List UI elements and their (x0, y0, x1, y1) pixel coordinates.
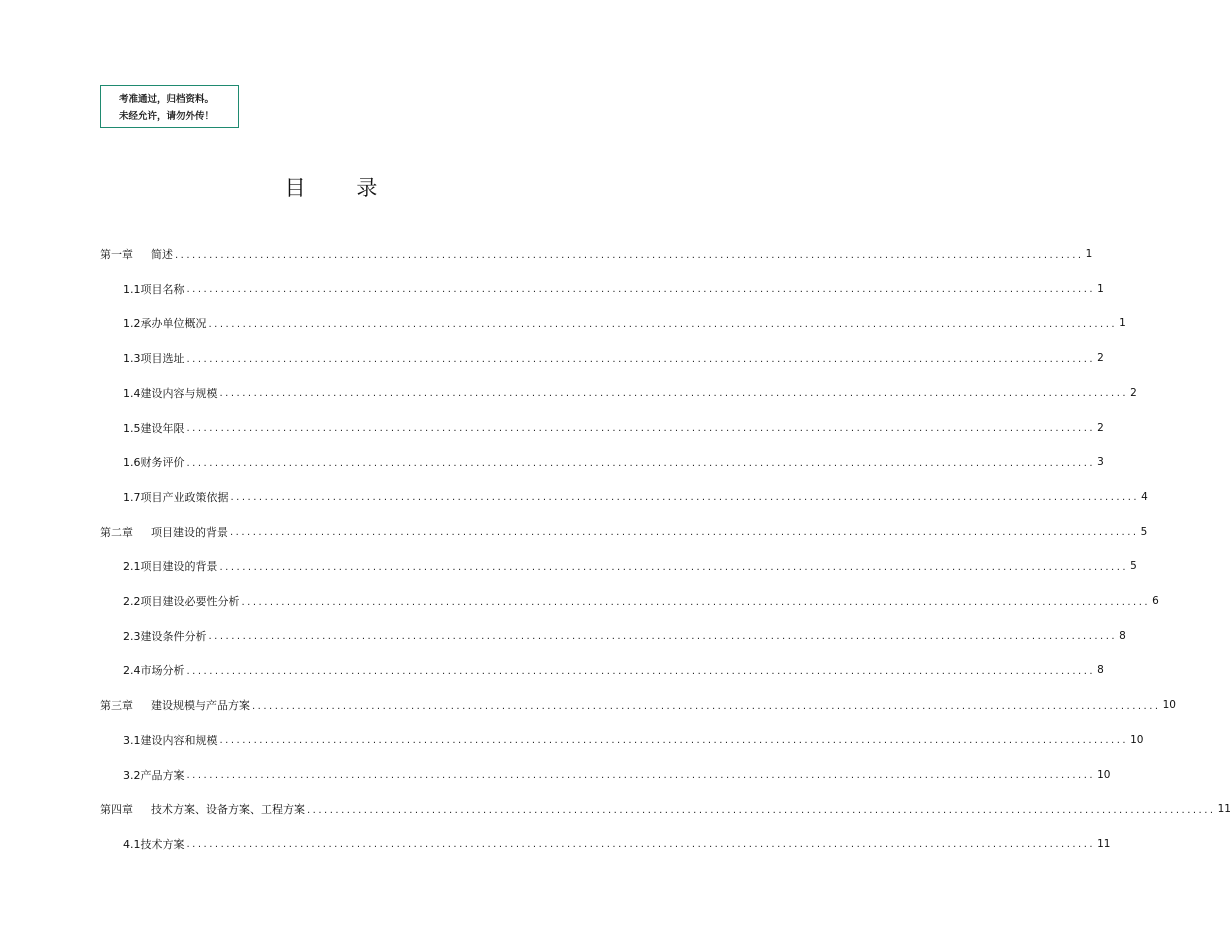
toc-entry-label (100, 801, 305, 817)
toc-entry[interactable] (123, 660, 1104, 680)
notice-stamp (100, 85, 239, 128)
toc-entry-title: 项目选址 (140, 352, 185, 366)
toc-entry-label (123, 281, 185, 297)
toc-entry[interactable] (123, 730, 1144, 750)
toc-entry[interactable] (123, 348, 1104, 368)
toc-entry-title: 技术方案 (140, 837, 185, 851)
toc-dot-leader: ................................................................................................................................................................ (230, 527, 1139, 539)
toc-entry-number: 1.4 (123, 386, 141, 400)
toc-entry-label (123, 385, 218, 401)
toc-entry[interactable] (123, 313, 1126, 333)
toc-page-number: 10 (1097, 768, 1111, 781)
toc-entry-title: 简述 (151, 248, 173, 261)
toc-entry-number: 1.7 (123, 490, 141, 504)
toc-dot-leader: ................................................................................................................................................................ (186, 284, 1096, 296)
toc-dot-leader: ................................................................................................................................................................ (208, 631, 1118, 643)
toc-page-number: 8 (1119, 629, 1126, 642)
toc-entry[interactable] (123, 626, 1126, 646)
toc-dot-leader: ................................................................................................................................................................ (186, 839, 1096, 851)
toc-entry[interactable] (100, 522, 1148, 542)
toc-page-number: 10 (1162, 699, 1176, 712)
toc-page-number: 2 (1130, 386, 1137, 399)
toc-entry-title: 技术方案、设备方案、工程方案 (151, 803, 305, 817)
toc-entry-title: 建设内容与规模 (140, 386, 218, 400)
toc-entry-title: 产品方案 (140, 768, 185, 782)
toc-entry[interactable] (123, 383, 1137, 403)
toc-dot-leader: ................................................................................................................................................................ (230, 492, 1140, 504)
toc-entry-label (123, 628, 207, 644)
toc-entry[interactable] (123, 591, 1159, 611)
toc-page-number: 4 (1141, 490, 1148, 503)
notice-line-1: 考准通过，归档资料。 (119, 94, 215, 105)
toc-page-number: 5 (1140, 525, 1148, 538)
toc-title: 目 录 (284, 176, 400, 200)
toc-page-number: 11 (1217, 803, 1231, 816)
toc-dot-leader: ................................................................................................................................................................ (186, 665, 1096, 677)
toc-entry-title: 项目建设必要性分析 (140, 595, 240, 608)
toc-entry-title: 建设内容和规模 (140, 733, 218, 747)
toc-entry-title: 承办单位概况 (140, 317, 207, 331)
toc-dot-leader: ................................................................................................................................................................ (186, 353, 1096, 365)
toc-entry-number: 1.1 (123, 282, 141, 296)
toc-entry[interactable] (123, 452, 1104, 472)
toc-entry-label (100, 246, 173, 262)
toc-entry-number: 1.3 (123, 352, 141, 366)
toc-entry-title: 财务评价 (140, 456, 185, 470)
toc-dot-leader: ................................................................................................................................................................ (252, 700, 1161, 712)
toc-entry-label (123, 454, 185, 470)
toc-entry-number: 第四章 (100, 803, 133, 817)
toc-dot-leader: ................................................................................................................................................................ (241, 596, 1151, 608)
toc-entry[interactable] (123, 418, 1104, 438)
toc-page-number: 1 (1085, 248, 1093, 260)
toc-entry[interactable] (123, 487, 1148, 507)
toc-entry-label (123, 489, 229, 505)
toc-entry-label (123, 767, 185, 783)
toc-entry-number: 1.6 (123, 456, 141, 470)
toc-entry[interactable] (123, 556, 1137, 576)
toc-dot-leader: ................................................................................................................................................................ (186, 770, 1096, 781)
toc-entry[interactable] (100, 244, 1093, 264)
toc-page-number: 6 (1152, 595, 1159, 607)
toc-entry-label (100, 524, 228, 540)
toc-page-number: 1 (1119, 317, 1126, 330)
toc-entry-label (123, 558, 218, 574)
toc-entry[interactable] (100, 695, 1176, 715)
toc-entry-title: 项目建设的背景 (140, 560, 218, 574)
toc-entry-label (123, 836, 185, 852)
toc-dot-leader: ................................................................................................................................................................ (186, 423, 1096, 434)
toc-entry-label (123, 593, 240, 609)
toc-dot-leader: ................................................................................................................................................................ (219, 561, 1129, 573)
toc-entry-label (123, 350, 185, 366)
toc-entry-number: 1.2 (123, 317, 141, 331)
toc-dot-leader: ................................................................................................................................................................ (219, 735, 1129, 747)
toc-page-number: 2 (1097, 352, 1104, 365)
toc-entry-number: 2.1 (123, 560, 141, 574)
toc-dot-leader: ................................................................................................................................................................ (186, 457, 1096, 469)
toc-entry-title: 项目名称 (140, 282, 185, 296)
toc-entry-label (123, 732, 218, 748)
notice-line-2: 未经允许，请勿外传！ (119, 111, 215, 122)
toc-entry-label (123, 662, 185, 678)
toc-entry[interactable] (100, 799, 1231, 819)
toc-page-number: 3 (1097, 456, 1104, 469)
toc-entry-title: 项目建设的背景 (151, 525, 228, 539)
toc-page-number: 2 (1097, 421, 1104, 434)
toc-entry-number: 3.2 (123, 768, 141, 782)
toc-entry-number: 2.3 (123, 629, 141, 643)
toc-page-number: 11 (1097, 837, 1111, 850)
toc-entry-number: 第三章 (100, 699, 133, 713)
toc-entry[interactable] (123, 279, 1104, 299)
toc-entry-number: 2.4 (123, 664, 141, 678)
toc-entry-title: 建设规模与产品方案 (151, 699, 250, 713)
toc-entry-number: 第一章 (100, 248, 133, 261)
toc-entry[interactable] (123, 765, 1111, 785)
toc-page-number: 10 (1130, 733, 1144, 746)
toc-entry[interactable] (123, 834, 1111, 854)
toc-entry-label (123, 315, 207, 331)
toc-entry-label (100, 697, 250, 713)
toc-entry-number: 1.5 (123, 421, 141, 435)
toc-dot-leader: ................................................................................................................................................................ (219, 388, 1129, 400)
toc-dot-leader: ................................................................................................................................................................ (208, 318, 1118, 330)
toc-entry-number: 3.1 (123, 733, 141, 747)
toc-page-number: 5 (1130, 560, 1137, 573)
toc-page-number: 8 (1097, 664, 1104, 677)
toc-entry-number: 2.2 (123, 595, 141, 608)
toc-entry-number: 4.1 (123, 837, 141, 851)
toc-page-number: 1 (1097, 282, 1104, 295)
toc-entry-title: 建设年限 (140, 421, 185, 435)
toc-dot-leader: ................................................................................................................................................................ (175, 249, 1084, 261)
toc-entry-number: 第二章 (100, 525, 133, 539)
toc-entry-label (123, 420, 185, 436)
toc-entry-title: 建设条件分析 (140, 629, 207, 643)
toc-entry-title: 项目产业政策依据 (140, 490, 229, 504)
toc-entry-title: 市场分析 (140, 664, 185, 678)
toc-dot-leader: ................................................................................................................................................................ (307, 804, 1216, 816)
